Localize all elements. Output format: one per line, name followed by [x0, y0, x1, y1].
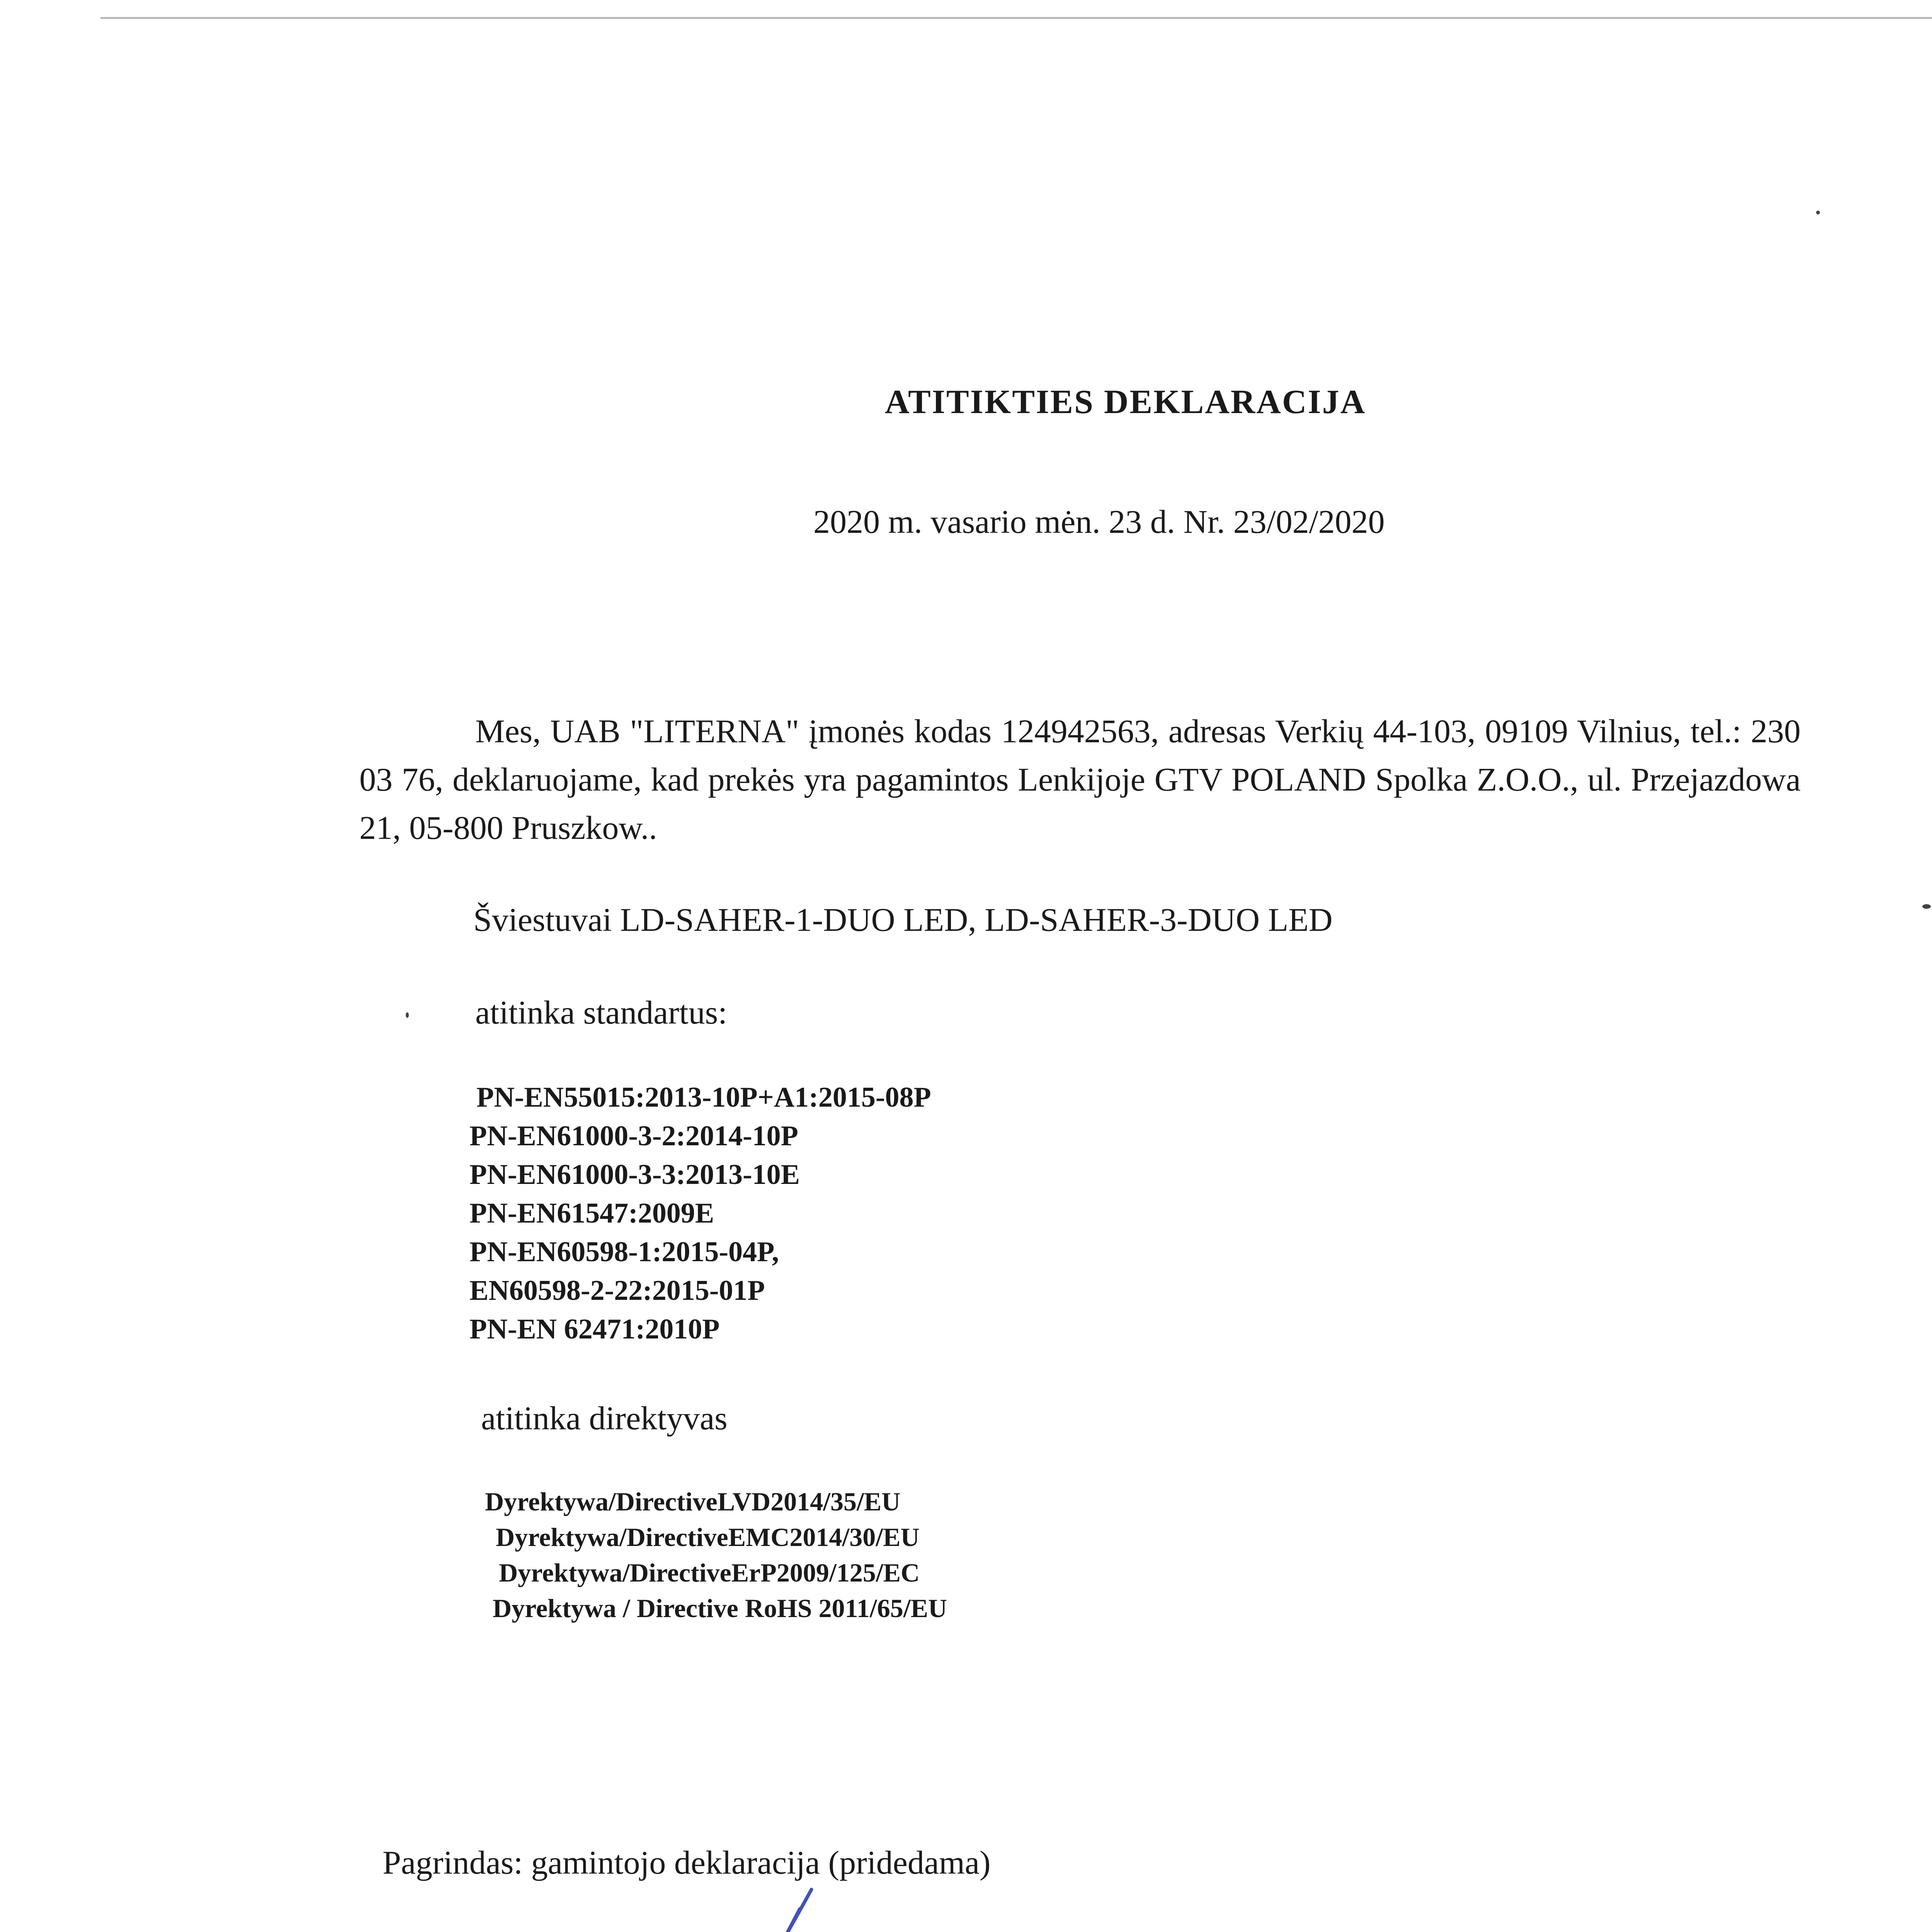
standard-item: EN60598-2-22:2015-01P — [469, 1275, 765, 1306]
standard-item: PN-EN61547:2009E — [469, 1197, 714, 1229]
directive-item: Dyrektywa/DirectiveLVD2014/35/EU — [485, 1487, 901, 1516]
standard-item: PN-EN 62471:2010P — [469, 1313, 720, 1345]
basis-line: Pagrindas: gamintojo deklaracija (pridedama) — [383, 1844, 991, 1881]
standards-label: atitinka standartus: — [475, 994, 728, 1031]
scan-top-edge — [100, 17, 1932, 19]
standard-item: PN-EN61000-3-2:2014-10P — [469, 1120, 798, 1152]
standard-item: PN-EN60598-1:2015-04P, — [469, 1236, 779, 1268]
directive-item: Dyrektywa/DirectiveEMC2014/30/EU — [496, 1522, 920, 1552]
standards-list — [469, 1078, 931, 1349]
intro-paragraph: Mes, UAB "LITERNA" įmonės kodas 124942563, adresas Verkių 44-103, 09109 Vilnius, tel.: 230 03 76, deklaruojame, kad prekės yra pagamintos Lenkijoje GTV POLAND Spolka Z.O.O., ul. Przejazdowa 21, 05-800 Pruszkow.. — [359, 713, 1801, 846]
scan-speck — [1816, 211, 1820, 214]
directives-label: atitinka direktyvas — [481, 1400, 728, 1437]
signature-icon — [464, 1874, 869, 1932]
directive-item: Dyrektywa / Directive RoHS 2011/65/EU — [493, 1594, 947, 1623]
directive-item: Dyrektywa/DirectiveErP2009/125/EC — [499, 1558, 920, 1587]
standard-item: PN-EN55015:2013-10P+A1:2015-08P — [476, 1082, 931, 1113]
date-number-line: 2020 m. vasario mėn. 23 d. Nr. 23/02/2020 — [813, 503, 1385, 540]
scan-speck — [1922, 904, 1931, 909]
directives-list — [485, 1484, 947, 1626]
document-title: ATITIKTIES DEKLARACIJA — [885, 383, 1366, 421]
handwritten-signature — [464, 1874, 869, 1932]
standard-item: PN-EN61000-3-3:2013-10E — [469, 1159, 800, 1190]
scan-speck — [406, 1012, 409, 1018]
products-line: Šviestuvai LD-SAHER-1-DUO LED, LD-SAHER-3-DUO LED — [473, 901, 1333, 938]
